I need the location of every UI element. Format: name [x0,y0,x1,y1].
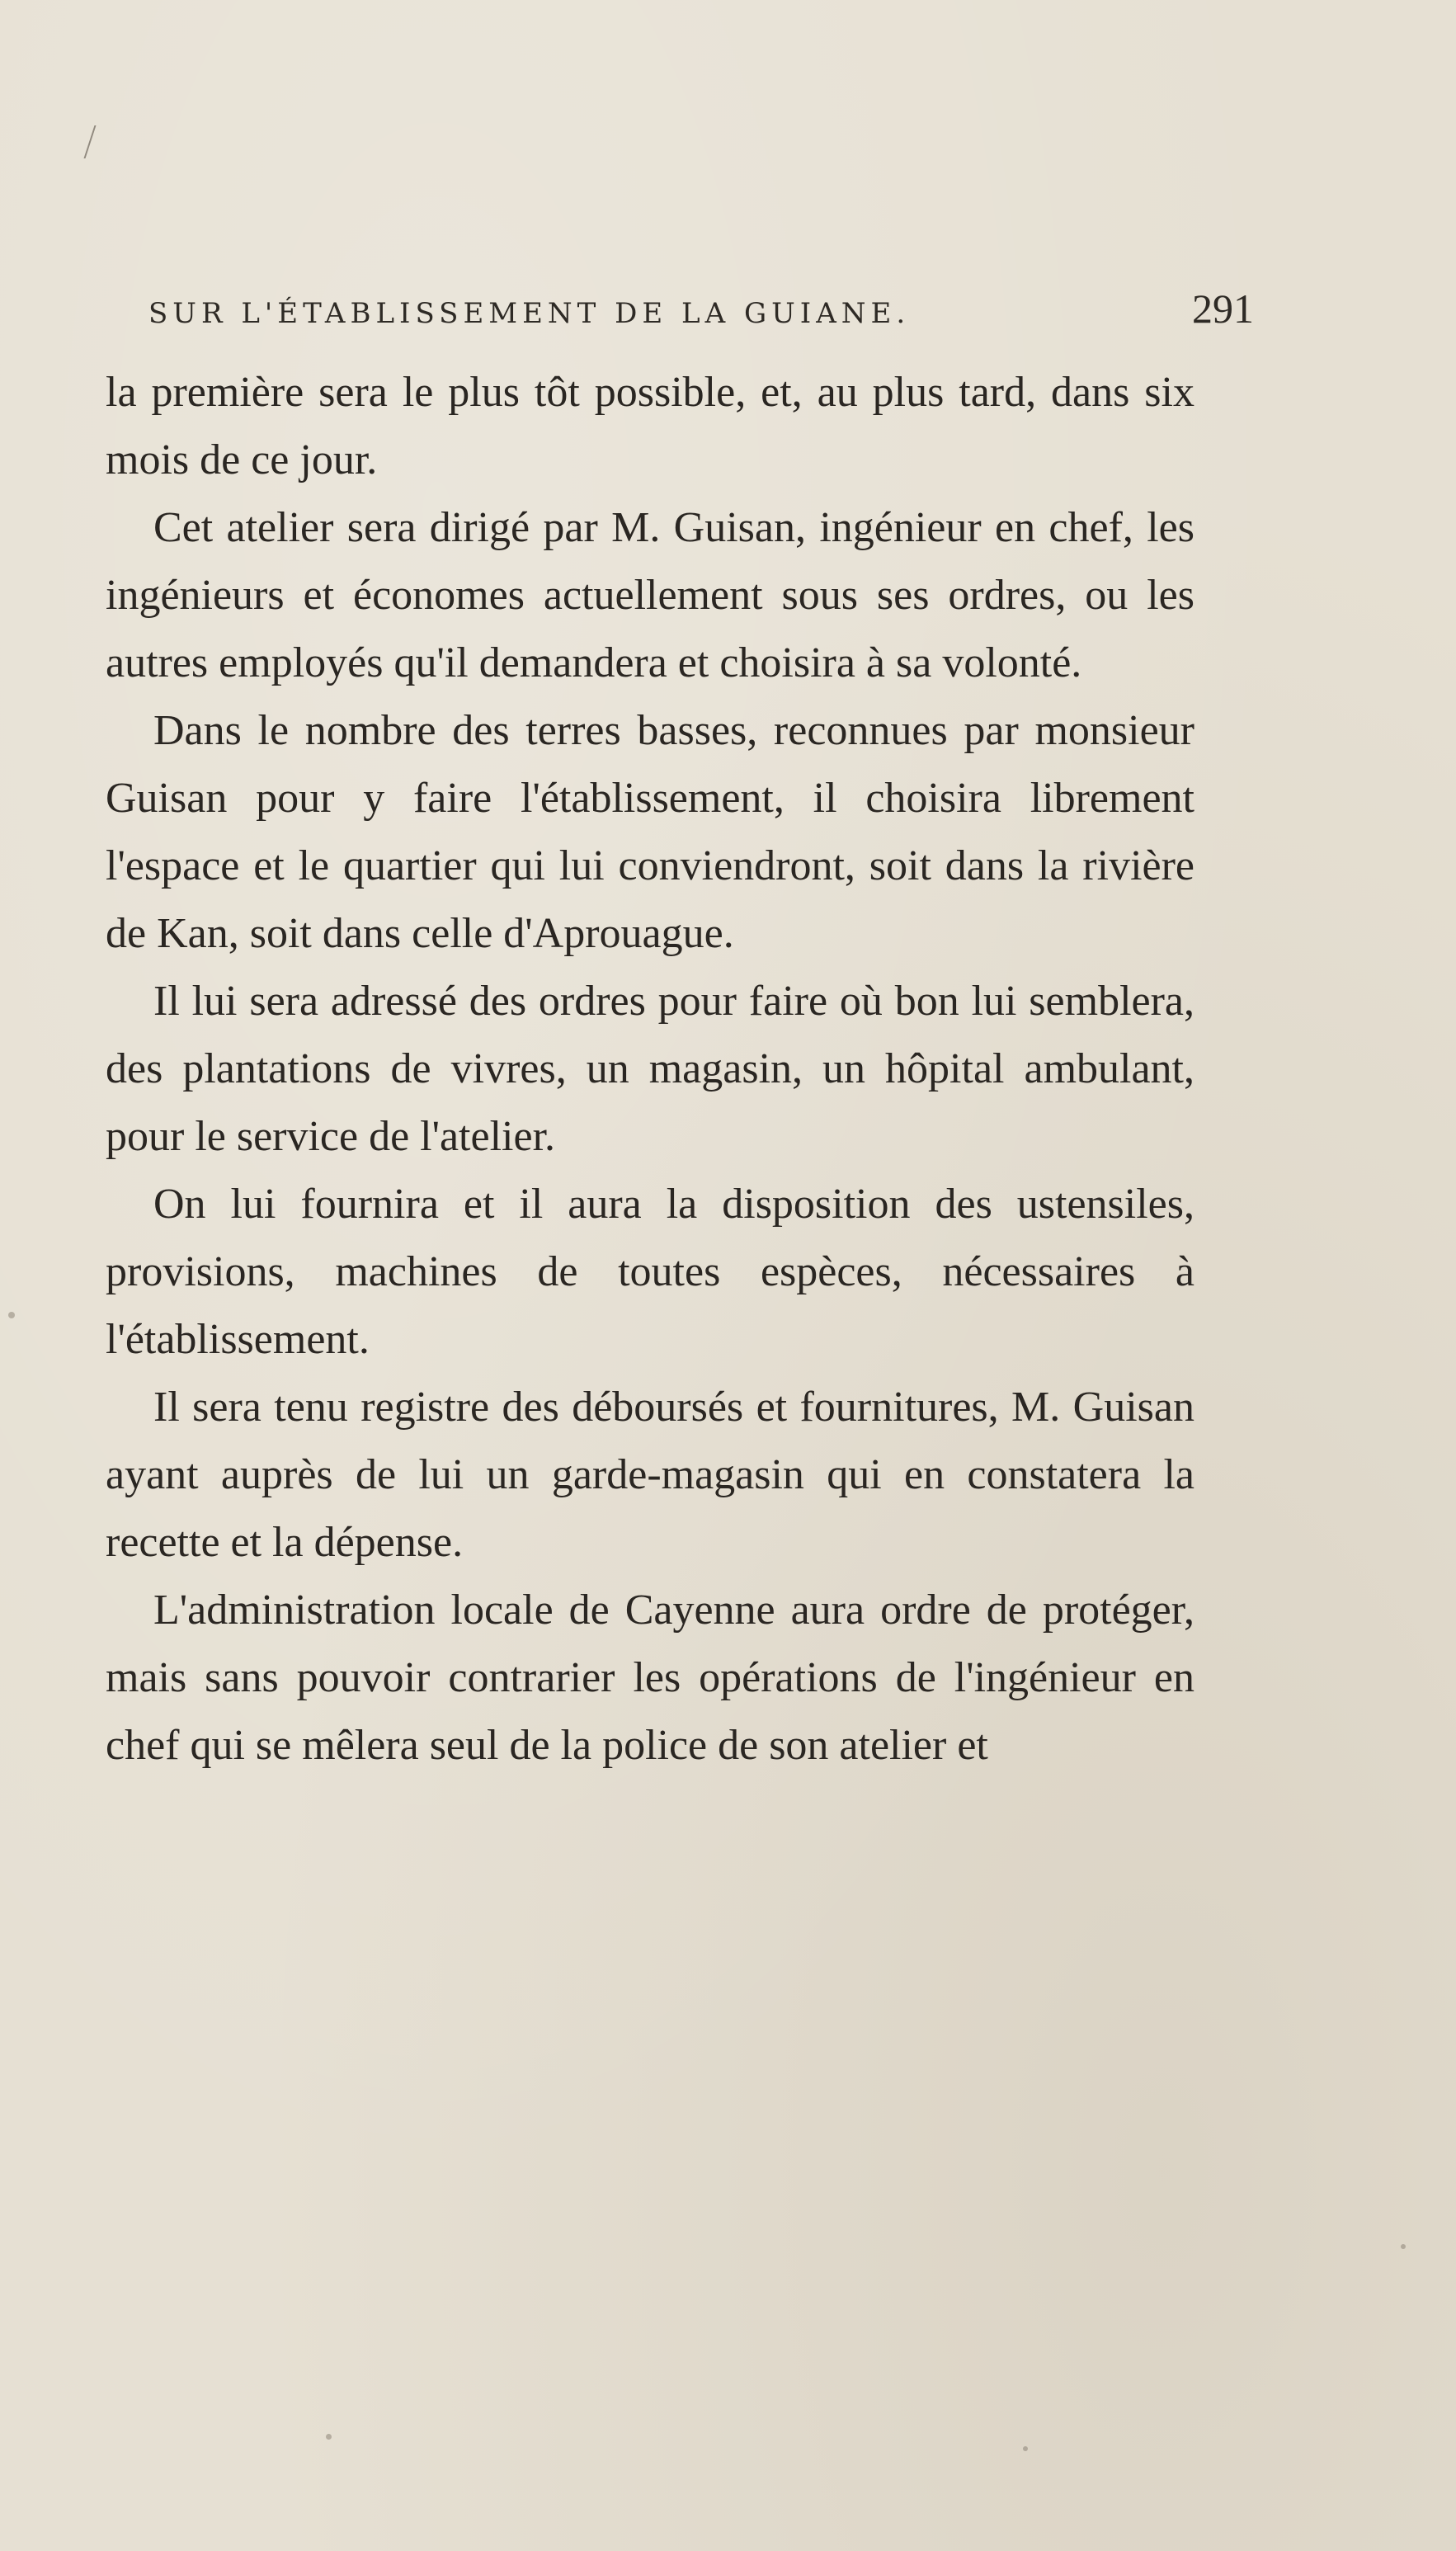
paper-speck [1401,2244,1406,2249]
paragraph: Cet atelier sera dirigé par M. Guisan, ingénieur en chef, les ingénieurs et économes actuellement sous ses ordres, ou les autres employés qu'il demandera et choisira à sa volonté. [106,504,1194,686]
paragraph: Il sera tenu registre des déboursés et fournitures, M. Guisan ayant auprès de lui un garde-magasin qui en constatera la recette et la dépense. [106,1384,1194,1566]
paragraph: Dans le nombre des terres basses, reconnues par monsieur Guisan pour y faire l'établissement, il choisira librement l'espace et le quartier qui lui conviendront, soit dans la rivière de Kan, soit dans celle d'Aprouague. [106,707,1194,957]
paragraph: la première sera le plus tôt possible, et, au plus tard, dans six mois de ce jour. [106,369,1194,483]
running-head: SUR L'ÉTABLISSEMENT DE LA GUIANE. [148,297,911,330]
page-header [148,285,1254,334]
pencil-mark [84,125,101,158]
paper-speck [326,2434,332,2440]
paper-speck [1023,2446,1028,2451]
paragraph: On lui fournira et il aura la disposition des ustensiles, provisions, machines de toutes espèces, nécessaires à l'établissement. [106,1181,1194,1363]
page-number: 291 [1192,285,1254,332]
paragraph: Il lui sera adressé des ordres pour faire où bon lui semblera, des plantations de vivres, un magasin, un hôpital ambulant, pour le service de l'atelier. [106,978,1194,1160]
paragraph: L'administration locale de Cayenne aura ordre de protéger, mais sans pouvoir contrarier les opérations de l'ingénieur en chef qui se mêlera seul de la police de son atelier et [106,1587,1194,1769]
body-text [106,359,1194,1780]
paper-speck [8,1312,15,1318]
